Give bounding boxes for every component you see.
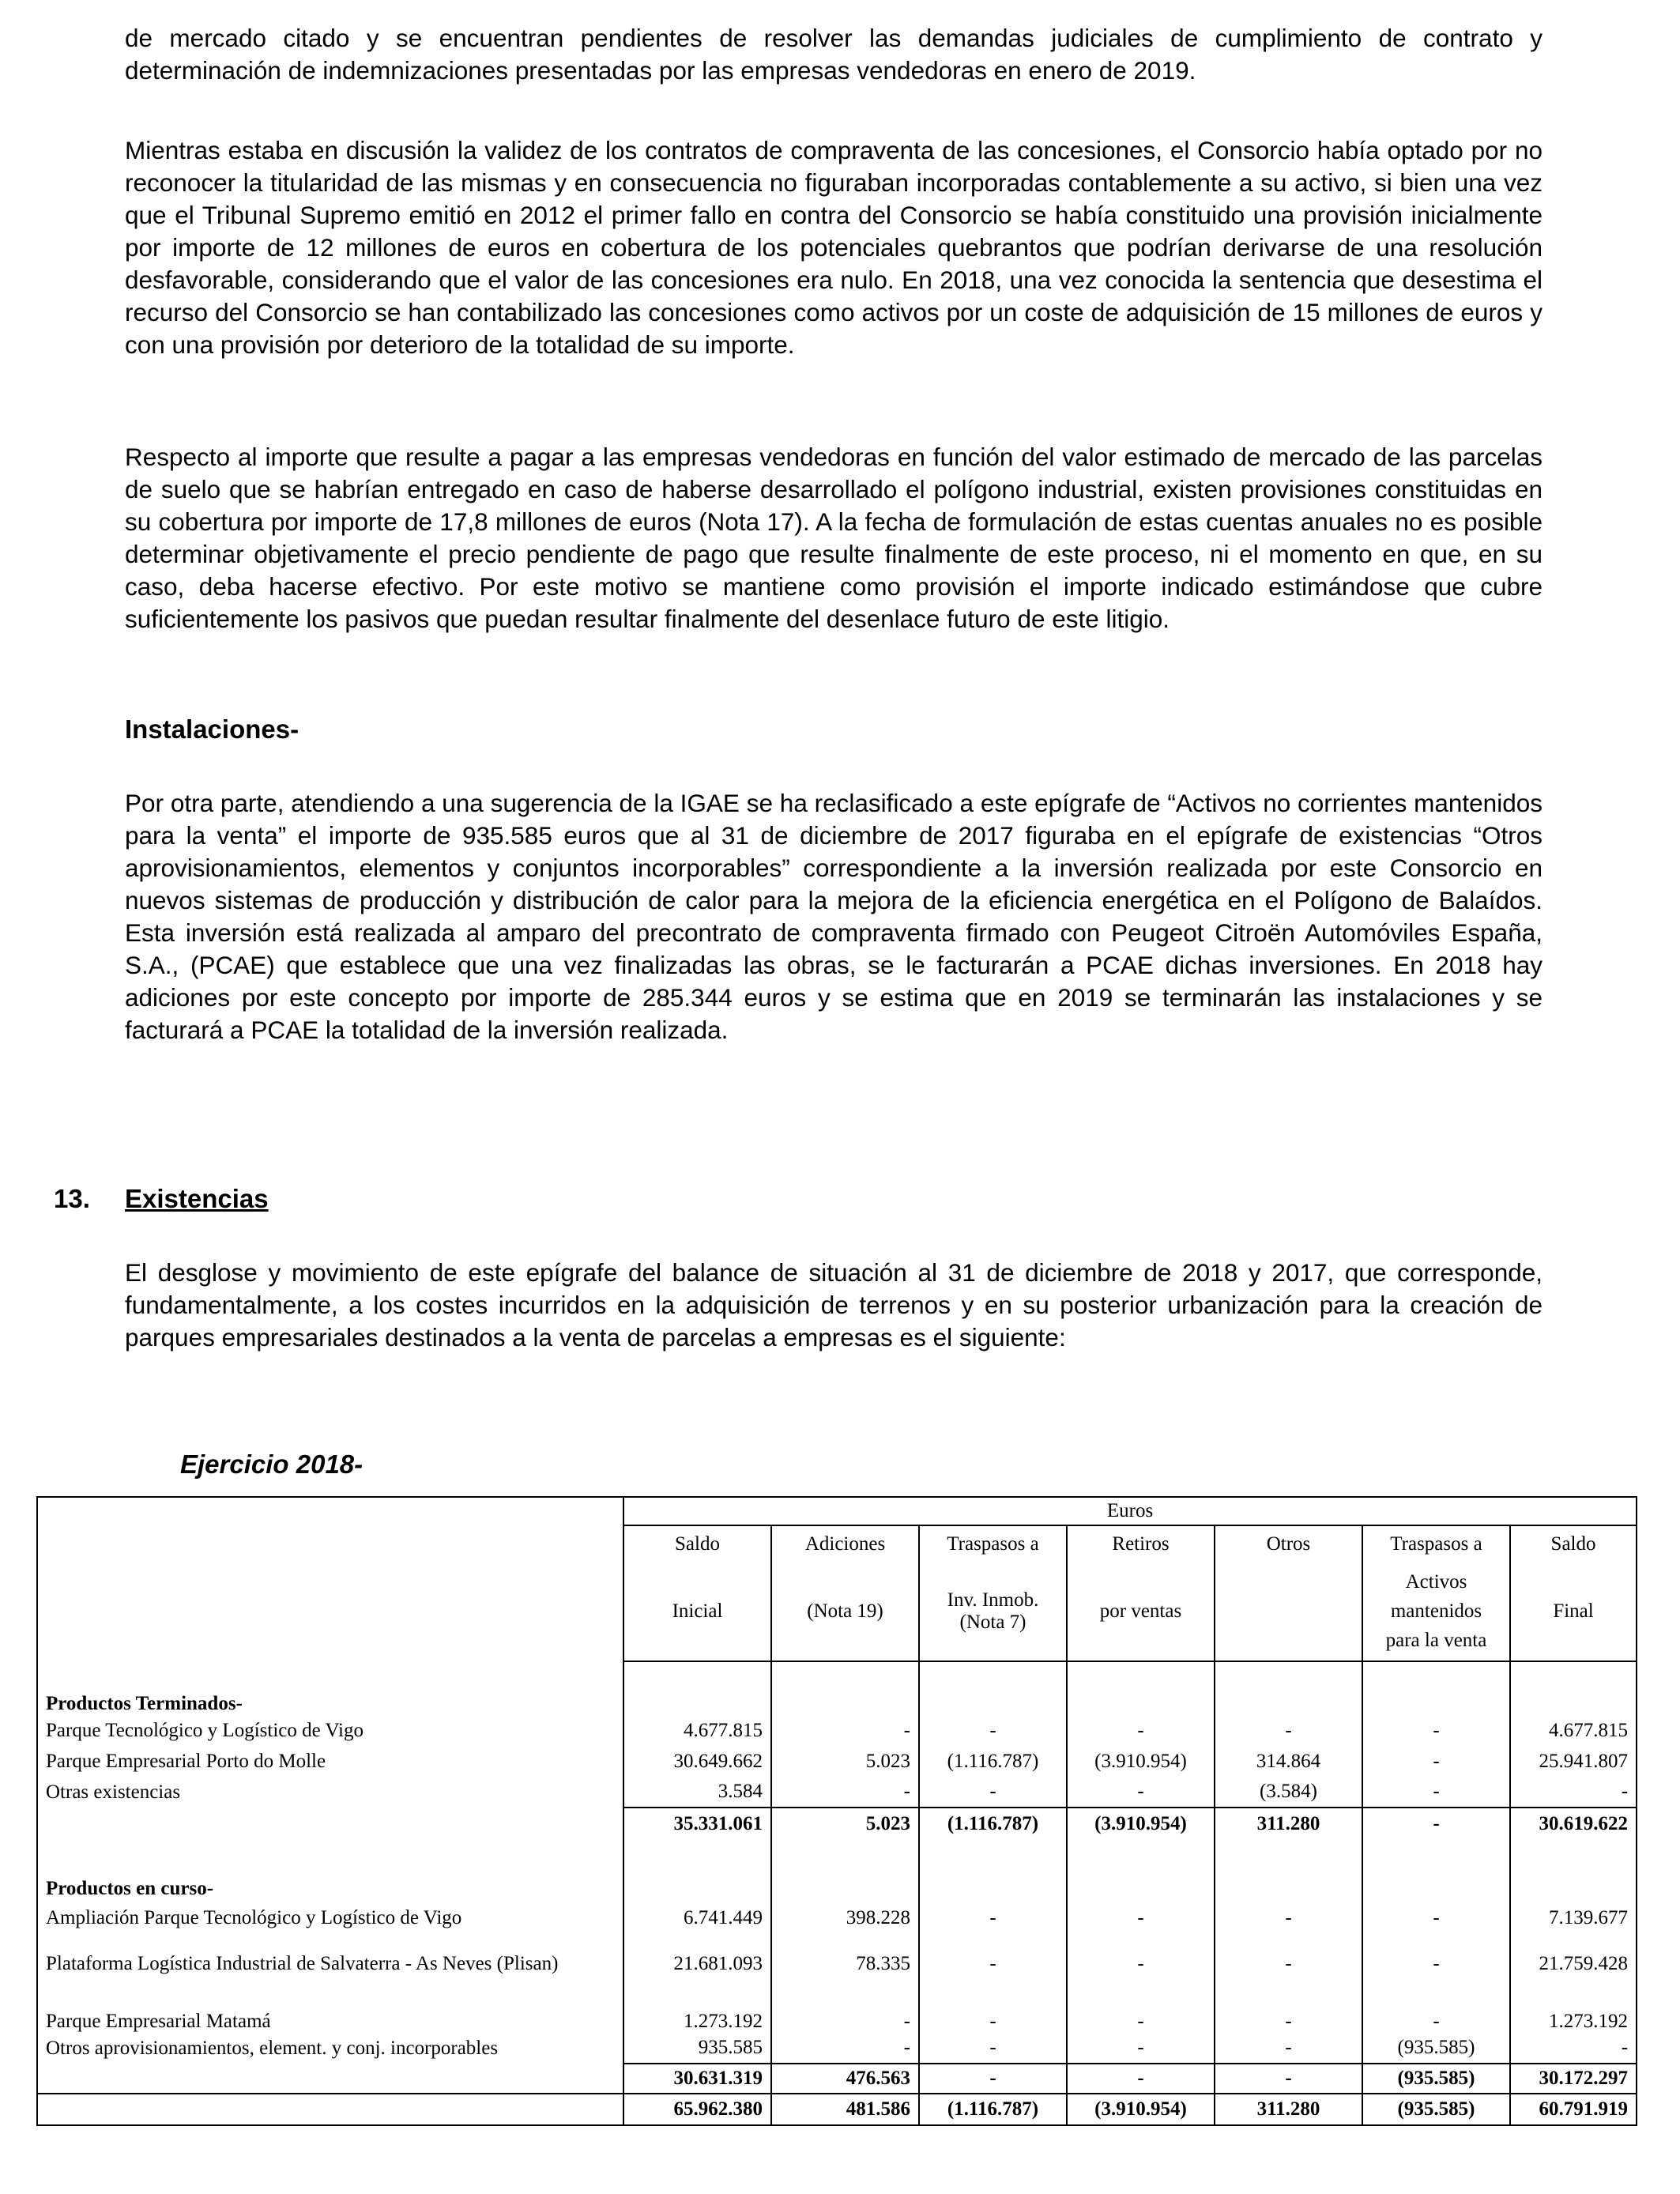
- table-row: Parque Empresarial Porto do Molle 30.649.662 5.023 (1.116.787) (3.910.954) 314.864 - 25.941.807: [37, 1746, 1637, 1777]
- terminados-heading: Productos Terminados-: [37, 1661, 623, 1715]
- paragraph-2: Mientras estaba en discusión la validez de los contratos de compraventa de las concesiones, el Consorcio había optado por no reconocer la titularidad de las mismas y en consecuencia no figuraban incorporadas contablemente a su activo, si bien una vez que el Tribunal Supremo emitió en 2012 el primer fallo en contra del Consorcio se había constituido una provisión inicialmente por importe de 12 millones de euros en cobertura de los potenciales quebrantos que podrían derivarse de una resolución desfavorable, considerando que el valor de las concesiones era nulo. En 2018, una vez conocida la sentencia que desestima el recurso del Consorcio se han contabilizado las concesiones como activos por un coste de adquisición de 15 millones de euros y con una provisión por deterioro de la totalidad de su importe.: [125, 136, 1543, 359]
- col-sub-traspasos-activos: Activos mantenidos para la venta: [1362, 1562, 1510, 1661]
- table-row: Ampliación Parque Tecnológico y Logístico de Vigo 6.741.449 398.228 - - - - 7.139.677: [37, 1900, 1637, 1936]
- section-title: [54, 1184, 269, 1214]
- terminados-block: [37, 1661, 1637, 1839]
- col-header-traspasos-inv: Traspasos a: [919, 1525, 1067, 1562]
- table-row: Otros aprovisionamientos, element. y conj. incorporables 935.585 - - - - (935.585) -: [37, 2033, 1637, 2064]
- en-curso-heading: Productos en curso-: [37, 1839, 623, 1900]
- instalaciones-heading: Instalaciones-: [125, 714, 299, 744]
- currency-header: Euros: [623, 1497, 1637, 1525]
- table-caption: Ejercicio 2018-: [180, 1449, 363, 1479]
- table-row: Plataforma Logística Industrial de Salvaterra - As Neves (Plisan) 21.681.093 78.335 - - - - 21.759.428: [37, 1936, 1637, 1992]
- col-sub-saldo-inicial: Inicial: [623, 1562, 771, 1661]
- col-sub-traspasos-inv: Inv. Inmob. (Nota 7): [919, 1562, 1067, 1661]
- col-header-saldo-inicial: Saldo: [623, 1525, 771, 1562]
- en-curso-subtotal-row: 30.631.319 476.563 - - - (935.585) 30.172.297: [37, 2064, 1637, 2094]
- col-sub-retiros: por ventas: [1067, 1562, 1215, 1661]
- section-intro: El desglose y movimiento de este epígrafe del balance de situación al 31 de diciembre de 2018 y 2017, que corresponde, fundamentalmente, a los costes incurridos en la adquisición de terrenos y en su posterior urbanización para la creación de parques empresariales destinados a la venta de parcelas a empresas es el siguiente:: [125, 1258, 1543, 1351]
- en-curso-block: [37, 1839, 1637, 2094]
- col-sub-adiciones: (Nota 19): [771, 1562, 919, 1661]
- col-header-retiros: Retiros: [1067, 1525, 1215, 1562]
- table-row: Parque Tecnológico y Logístico de Vigo 4.677.815 - - - - - 4.677.815: [37, 1715, 1637, 1746]
- terminados-subtotal-row: 35.331.061 5.023 (1.116.787) (3.910.954) 311.280 - 30.619.622: [37, 1808, 1637, 1839]
- table-row: Otras existencias 3.584 - - - (3.584) - -: [37, 1777, 1637, 1808]
- section-name: Existencias: [125, 1184, 269, 1213]
- grand-total-row: 65.962.380 481.586 (1.116.787) (3.910.954) 311.280 (935.585) 60.791.919: [37, 2094, 1637, 2125]
- instalaciones-paragraph: Por otra parte, atendiendo a una sugerencia de la IGAE se ha reclasificado a este epígrafe de “Activos no corrientes mantenidos para la venta” el importe de 935.585 euros que al 31 de diciembre de 2017 figuraba en el epígrafe de existencias “Otros aprovisionamientos, elementos y conjuntos incorporables” correspondiente a la inversión realizada por este Consorcio en nuevos sistemas de producción y distribución de calor para la mejora de la eficiencia energética en el Polígono de Balaídos. Esta inversión está realizada al amparo del precontrato de compraventa firmado con Peugeot Citroën Automóviles España, S.A., (PCAE) que establece que una vez finalizadas las obras, se le facturarán a PCAE dichas inversiones. En 2018 hay adiciones por este concepto por importe de 285.344 euros y se estima que en 2019 se terminarán las instalaciones y se facturará a PCAE la totalidad de la inversión realizada.: [125, 789, 1543, 1044]
- existencias-table: [36, 1496, 1637, 2126]
- col-sub-saldo-final: Final: [1510, 1562, 1637, 1661]
- paragraph-1: de mercado citado y se encuentran pendientes de resolver las demandas judiciales de cumplimiento de contrato y determinación de indemnizaciones presentadas por las empresas vendedoras en enero de 2019.: [125, 24, 1543, 85]
- col-header-adiciones: Adiciones: [771, 1525, 919, 1562]
- col-header-otros: Otros: [1215, 1525, 1362, 1562]
- paragraph-3: Respecto al importe que resulte a pagar a las empresas vendedoras en función del valor estimado de mercado de las parcelas de suelo que se habrían entregado en caso de haberse desarrollado el polígono industrial, existen provisiones constituidas en su cobertura por importe de 17,8 millones de euros (Nota 17). A la fecha de formulación de estas cuentas anuales no es posible determinar objetivamente el precio pendiente de pago que resulte finalmente de este proceso, ni el momento en que, en su caso, deba hacerse efectivo. Por este motivo se mantiene como provisión el importe indicado estimándose que cubre suficientemente los pasivos que puedan resultar finalmente del desenlace futuro de este litigio.: [125, 443, 1543, 633]
- col-sub-otros: [1215, 1562, 1362, 1661]
- section-number: 13.: [54, 1184, 90, 1213]
- col-header-traspasos-activos: Traspasos a: [1362, 1525, 1510, 1562]
- table-row: Parque Empresarial Matamá 1.273.192 - - - - - 1.273.192: [37, 1992, 1637, 2033]
- col-header-saldo-final: Saldo: [1510, 1525, 1637, 1562]
